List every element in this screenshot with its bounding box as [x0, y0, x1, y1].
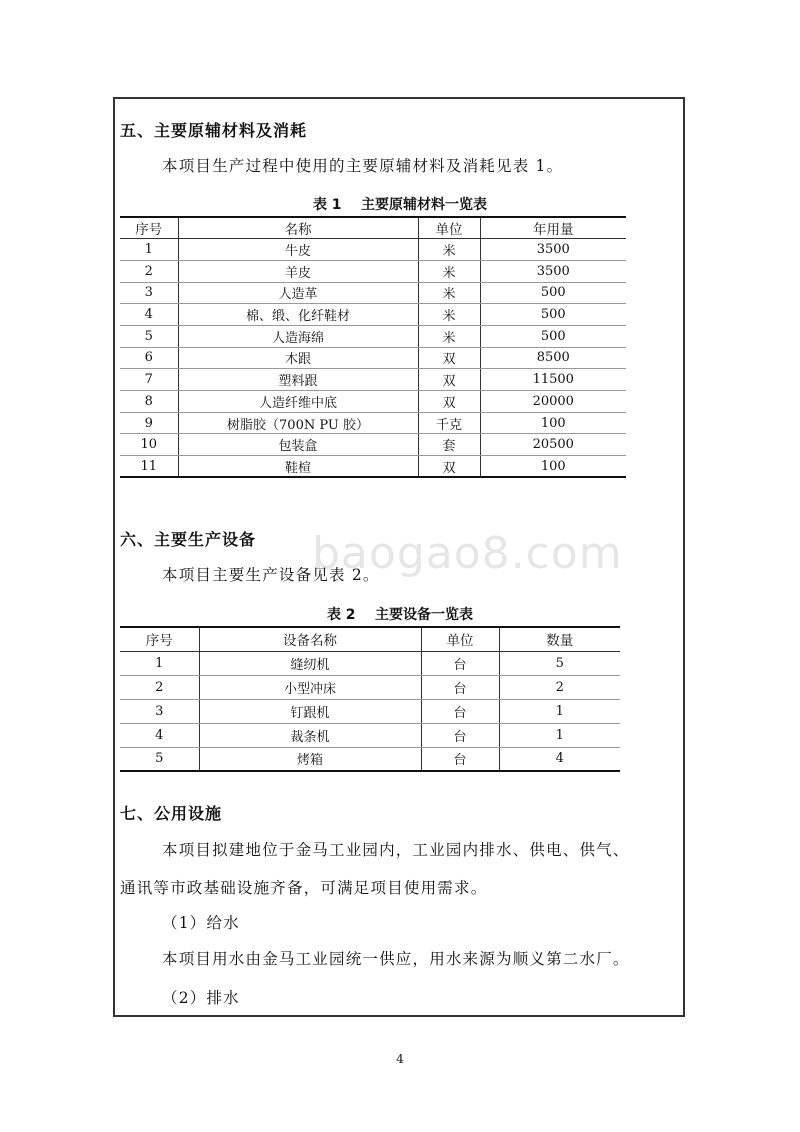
water-supply-heading: （1）给水	[162, 914, 240, 932]
table-cell: 500	[480, 325, 626, 347]
table-header-row	[120, 627, 620, 651]
table-cell: 9	[120, 412, 178, 434]
table-cell: 木跟	[178, 347, 418, 369]
section7-paragraph-line2: 通讯等市政基础设施齐备，可满足项目使用需求。	[120, 879, 488, 897]
table-cell: 10	[120, 434, 178, 456]
table-cell: 台	[421, 747, 499, 771]
table-row	[120, 325, 626, 347]
table-cell: 1	[499, 723, 620, 747]
table-cell: 米	[418, 282, 480, 304]
table-cell: 裁条机	[199, 723, 421, 747]
table-cell: 套	[418, 434, 480, 456]
section5-paragraph: 本项目生产过程中使用的主要原辅材料及消耗见表 1。	[162, 157, 564, 175]
section6-heading: 六、主要生产设备	[120, 530, 257, 549]
table-cell: 1	[499, 699, 620, 723]
table-row	[120, 434, 626, 456]
table-cell: 5	[499, 651, 620, 675]
table-cell: 米	[418, 325, 480, 347]
table-cell: 双	[418, 391, 480, 413]
table-cell: 双	[418, 347, 480, 369]
table-cell: 4	[120, 304, 178, 326]
table-cell: 11500	[480, 369, 626, 391]
table-cell: 米	[418, 239, 480, 261]
equipment-table	[120, 626, 620, 772]
table-cell: 7	[120, 369, 178, 391]
table-row	[120, 347, 626, 369]
table-cell: 包装盒	[178, 434, 418, 456]
table-cell: 台	[421, 699, 499, 723]
table-cell: 双	[418, 369, 480, 391]
table-cell: 鞋楦	[178, 456, 418, 478]
table-cell: 双	[418, 456, 480, 478]
table-cell: 1	[120, 239, 178, 261]
table-cell: 2	[120, 675, 199, 699]
table-cell: 8500	[480, 347, 626, 369]
table-cell: 米	[418, 260, 480, 282]
table-cell: 人造纤维中底	[178, 391, 418, 413]
column-header: 序号	[120, 217, 178, 239]
section5-heading: 五、主要原辅材料及消耗	[120, 121, 308, 140]
section7-paragraph-line1: 本项目拟建地位于金马工业园内，工业园内排水、供电、供气、	[162, 841, 630, 859]
water-supply-text: 本项目用水由金马工业园统一供应，用水来源为顺义第二水厂。	[162, 950, 630, 968]
table-row	[120, 412, 626, 434]
table-row	[120, 260, 626, 282]
table-cell: 烤箱	[199, 747, 421, 771]
table-cell: 小型冲床	[199, 675, 421, 699]
page-number: 4	[396, 1052, 404, 1066]
table-cell: 20000	[480, 391, 626, 413]
column-header: 设备名称	[199, 627, 421, 651]
column-header: 单位	[421, 627, 499, 651]
table-row	[120, 723, 620, 747]
table-cell: 4	[120, 723, 199, 747]
table-cell: 羊皮	[178, 260, 418, 282]
table-cell: 5	[120, 325, 178, 347]
table-cell: 100	[480, 412, 626, 434]
drainage-heading: （2）排水	[162, 989, 240, 1007]
table-row	[120, 391, 626, 413]
table-row	[120, 304, 626, 326]
table-cell: 1	[120, 651, 199, 675]
table-cell: 牛皮	[178, 239, 418, 261]
table-cell: 2	[120, 260, 178, 282]
table-cell: 4	[499, 747, 620, 771]
table-row	[120, 675, 620, 699]
table1-caption: 表 1 主要原辅材料一览表	[312, 197, 488, 213]
column-header: 序号	[120, 627, 199, 651]
table-header-row	[120, 217, 626, 239]
table-cell: 5	[120, 747, 199, 771]
table-row	[120, 456, 626, 478]
table-cell: 100	[480, 456, 626, 478]
table-cell: 钉跟机	[199, 699, 421, 723]
table-cell: 台	[421, 675, 499, 699]
table-row	[120, 369, 626, 391]
table-cell: 8	[120, 391, 178, 413]
table-cell: 塑料跟	[178, 369, 418, 391]
table-cell: 3	[120, 699, 199, 723]
table-cell: 3	[120, 282, 178, 304]
section7-heading: 七、公用设施	[120, 804, 223, 823]
table-row	[120, 282, 626, 304]
column-header: 单位	[418, 217, 480, 239]
table2-caption: 表 2 主要设备一览表	[326, 607, 474, 623]
table-cell: 台	[421, 651, 499, 675]
watermark: baogao8.com	[312, 528, 623, 579]
table-row	[120, 747, 620, 771]
table-cell: 3500	[480, 260, 626, 282]
table-cell: 人造海绵	[178, 325, 418, 347]
table-cell: 树脂胶（700N PU 胶）	[178, 412, 418, 434]
materials-table	[120, 216, 626, 478]
table-cell: 500	[480, 304, 626, 326]
column-header: 名称	[178, 217, 418, 239]
column-header: 年用量	[480, 217, 626, 239]
table-cell: 千克	[418, 412, 480, 434]
table-cell: 米	[418, 304, 480, 326]
table-row	[120, 699, 620, 723]
table-cell: 500	[480, 282, 626, 304]
table-row	[120, 239, 626, 261]
table-cell: 棉、缎、化纤鞋材	[178, 304, 418, 326]
section6-paragraph: 本项目主要生产设备见表 2。	[162, 566, 380, 584]
table-cell: 台	[421, 723, 499, 747]
table-cell: 20500	[480, 434, 626, 456]
table-cell: 11	[120, 456, 178, 478]
column-header: 数量	[499, 627, 620, 651]
table-cell: 人造革	[178, 282, 418, 304]
table-cell: 3500	[480, 239, 626, 261]
table-cell: 缝纫机	[199, 651, 421, 675]
table-cell: 6	[120, 347, 178, 369]
table-row	[120, 651, 620, 675]
table-cell: 2	[499, 675, 620, 699]
